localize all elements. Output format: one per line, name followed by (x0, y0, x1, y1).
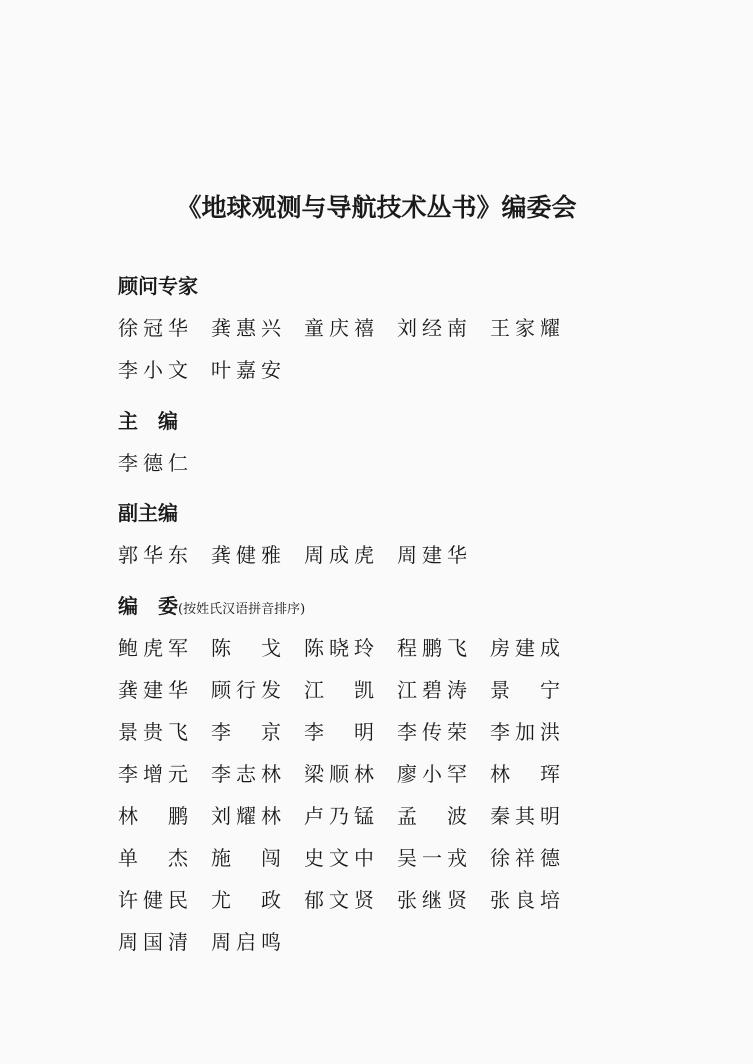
committee-member-name: 李 加 洪 (490, 720, 560, 744)
committee-member-name: 徐 祥 德 (490, 846, 560, 870)
committee-member-name: 房 建 成 (490, 636, 560, 660)
committee-member-name: 叶 嘉 安 (211, 358, 281, 382)
heading-text: 副主编 (118, 501, 178, 525)
committee-member-name: 林 珲 (490, 762, 560, 786)
committee-member-name: 秦 其 明 (490, 804, 560, 828)
section-deputy-editors (118, 499, 638, 569)
committee-member-name: 郭 华 东 (118, 543, 188, 567)
committee-member-name: 徐 冠 华 (118, 316, 188, 340)
committee-member-name: 龚 建 华 (118, 678, 188, 702)
committee-member-name: 李 传 荣 (397, 720, 467, 744)
name-list (118, 449, 638, 477)
committee-member-name: 李 明 (304, 720, 374, 744)
committee-member-name: 周 启 鸣 (211, 930, 281, 954)
committee-member-name: 周 国 清 (118, 930, 188, 954)
committee-member-name: 程 鹏 飞 (397, 636, 467, 660)
section-heading (118, 499, 638, 527)
committee-member-name: 张 继 贤 (397, 888, 467, 912)
committee-member-name: 尤 政 (211, 888, 281, 912)
committee-member-name: 卢 乃 锰 (304, 804, 374, 828)
committee-member-name: 顾 行 发 (211, 678, 281, 702)
committee-member-name: 童 庆 禧 (304, 316, 374, 340)
committee-member-name: 郁 文 贤 (304, 888, 374, 912)
name-list (118, 314, 638, 384)
committee-member-name: 龚 惠 兴 (211, 316, 281, 340)
committee-member-name: 史 文 中 (304, 846, 374, 870)
committee-member-name: 陈 晓 玲 (304, 636, 374, 660)
section-advisors (118, 272, 638, 384)
section-heading (118, 592, 638, 620)
section-heading (118, 272, 638, 300)
committee-member-name: 周 成 虎 (304, 543, 374, 567)
committee-member-name: 梁 顺 林 (304, 762, 374, 786)
committee-member-name: 鲍 虎 军 (118, 636, 188, 660)
committee-member-name: 孟 波 (397, 804, 467, 828)
committee-member-name: 龚 健 雅 (211, 543, 281, 567)
committee-member-name: 江 凯 (304, 678, 374, 702)
committee-member-name: 李 志 林 (211, 762, 281, 786)
committee-member-name: 周 建 华 (397, 543, 467, 567)
heading-text: 顾问专家 (118, 274, 198, 298)
name-list (118, 634, 638, 956)
section-heading (118, 407, 638, 435)
committee-member-name: 刘 经 南 (397, 316, 467, 340)
section-editor-in-chief (118, 407, 638, 477)
committee-member-name: 陈 戈 (211, 636, 281, 660)
committee-member-name: 李 增 元 (118, 762, 188, 786)
committee-member-name: 林 鹏 (118, 804, 188, 828)
committee-member-name: 刘 耀 林 (211, 804, 281, 828)
section-committee (118, 592, 638, 956)
name-list (118, 541, 638, 569)
committee-member-name: 单 杰 (118, 846, 188, 870)
committee-member-name: 江 碧 涛 (397, 678, 467, 702)
committee-member-name: 吴 一 戎 (397, 846, 467, 870)
committee-member-name: 施 闯 (211, 846, 281, 870)
committee-member-name: 李 京 (211, 720, 281, 744)
committee-member-name: 李 小 文 (118, 358, 188, 382)
heading-text: 主 编 (118, 409, 178, 433)
committee-member-name: 王 家 耀 (490, 316, 560, 340)
committee-member-name: 张 良 培 (490, 888, 560, 912)
committee-member-name: 许 健 民 (118, 888, 188, 912)
committee-member-name: 景 贵 飞 (118, 720, 188, 744)
committee-member-name: 廖 小 罕 (397, 762, 467, 786)
sort-note: (按姓氏汉语拼音排序) (178, 602, 306, 617)
heading-text: 编 委 (118, 594, 178, 618)
committee-member-name: 李 德 仁 (118, 451, 188, 475)
page-title: 《地球观测与导航技术丛书》编委会 (176, 193, 577, 222)
committee-member-name: 景 宁 (490, 678, 560, 702)
